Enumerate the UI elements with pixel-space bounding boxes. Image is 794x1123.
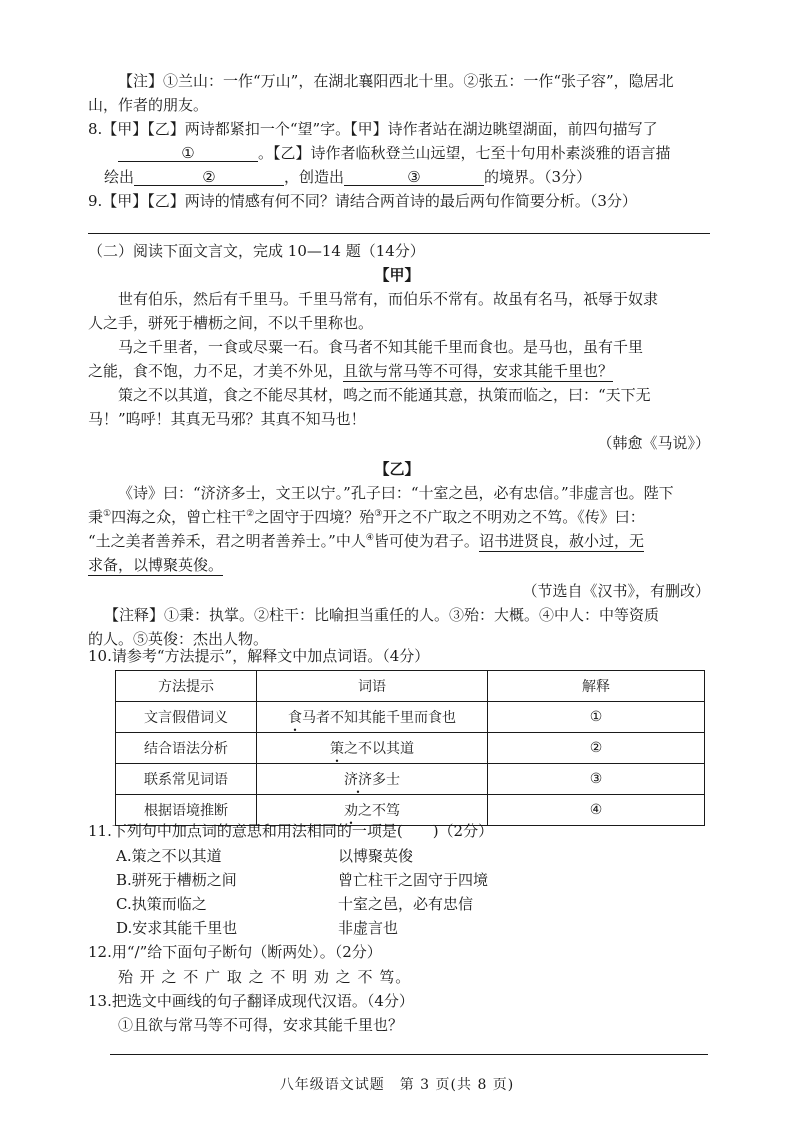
q8-line-3 [104, 166, 591, 188]
phrase-rest: 之不笃 [358, 803, 400, 819]
section-2-heading: （二）阅读下面文言文，完成 10—14 题（14分） [88, 242, 425, 260]
q8-line-3-mid: ，创造出 [284, 168, 345, 186]
answer-cell[interactable]: ① [488, 702, 705, 733]
q11-option-b-right: 曾亡柱干之固守于四境 [338, 871, 489, 889]
q8-line-1: 8.【甲】【乙】两诗都紧扣一个“望”字。【甲】诗作者站在湖边眺望湖面，前四句描写了 [88, 120, 658, 138]
yi-underlined-sentence-part2: 求备，以博聚英俊。 [88, 556, 224, 574]
method-cell: 文言假借词义 [116, 702, 257, 733]
yi-l2-d: 开之不广取之不明劝之不笃。《传》曰： [382, 508, 645, 526]
annotation-line-1: 【注释】①秉：执掌。②柱干：比喻担当重任的人。③殆：大概。④中人：中等资质 [104, 606, 660, 624]
q9-answer-line[interactable] [88, 233, 710, 234]
table-row [116, 702, 705, 733]
jia-p2-l2 [88, 360, 613, 382]
q11-option-d-right: 非虚言也 [338, 919, 399, 937]
yi-line-3 [88, 530, 644, 552]
q8-line-3-head: 绘出 [104, 168, 135, 186]
yi-line-2 [88, 506, 645, 528]
phrase-cell [257, 702, 488, 733]
q11-option-c-left[interactable]: C.执策而临之 [116, 895, 207, 913]
footnote-3-marker: ③ [374, 509, 383, 519]
jia-p1-l1: 世有伯乐，然后有千里马。千里马常有，而伯乐不常有。故虽有名马，祇辱于奴隶 [118, 290, 659, 308]
yi-line-4 [88, 554, 223, 576]
table-row [116, 733, 705, 764]
phrase-rest: 马者不知其能千里而食也 [302, 710, 456, 726]
phrase-rest: 多士 [372, 772, 400, 788]
jia-underlined-sentence: 且欲与常马等不可得，安求其能千里也？ [343, 362, 614, 380]
q11-option-c-right: 十室之邑，必有忠信 [338, 895, 474, 913]
page-footer: 八年级语文试题 第 3 页(共 8 页) [279, 1077, 515, 1093]
jia-p3-l1: 策之不以其道，食之不能尽其材，鸣之而不能通其意，执策而临之，曰：“天下无 [118, 386, 651, 404]
yi-source: （节选自《汉书》，有删改） [522, 582, 710, 600]
q8-line-3-tail: 的境界。（3分） [484, 168, 592, 186]
header-method: 方法提示 [116, 671, 257, 702]
phrase-rest: 之不以其道 [344, 741, 414, 757]
q8-blank-2[interactable]: ② [134, 167, 284, 186]
q8-line-2 [118, 142, 671, 164]
answer-cell[interactable]: ④ [488, 795, 705, 826]
q11-option-b-left[interactable]: B.骈死于槽枥之间 [116, 871, 237, 889]
q11-option-a-left[interactable]: A.策之不以其道 [116, 847, 222, 865]
method-cell: 联系常见词语 [116, 764, 257, 795]
jia-p1-l2: 人之手，骈死于槽枥之间，不以千里称也。 [88, 314, 374, 332]
q13-answer-line[interactable] [110, 1054, 708, 1055]
yi-l2-c: 之固守于四境？殆 [254, 508, 375, 526]
jia-p2-l2-a: 之能，食不饱，力不足，才美不外见， [88, 362, 344, 380]
q13-prompt: 13.把选文中画线的句子翻译成现代汉语。（4分） [88, 992, 414, 1010]
jia-title: 【甲】 [374, 266, 420, 284]
yi-l2-b: 四海之众，曾亡柱干 [111, 508, 247, 526]
answer-cell[interactable]: ③ [488, 764, 705, 795]
q11-option-a-right: 以博聚英俊 [338, 847, 414, 865]
annotation-line-2: 的人。⑤英俊：杰出人物。 [88, 630, 269, 648]
q10-table [115, 670, 705, 826]
footnote-4-marker: ④ [365, 533, 374, 543]
header-phrase: 词语 [257, 671, 488, 702]
q12-sentence[interactable]: 殆 开 之 不 广 取 之 不 明 劝 之 不 笃。 [118, 968, 412, 986]
note-line-2: 山，作者的朋友。 [88, 96, 209, 114]
yi-title: 【乙】 [374, 460, 420, 478]
header-answer: 解释 [488, 671, 705, 702]
jia-source: （韩愈《马说》） [597, 434, 710, 452]
yi-l3-b: 皆可使为君子。 [373, 532, 479, 550]
dotted-word: 食 [288, 710, 302, 726]
footnote-2-marker: ② [246, 509, 255, 519]
table-header-row [116, 671, 705, 702]
q8-blank-1[interactable]: ① [118, 143, 258, 162]
yi-underlined-sentence-part1: 诏书进贤良，赦小过，无 [478, 532, 644, 550]
q9-prompt: 9.【甲】【乙】两诗的情感有何不同？请结合两首诗的最后两句作简要分析。（3分） [88, 192, 637, 210]
q11-prompt: 11.下列句中加点词的意思和用法相同的一项是( )（2分） [88, 822, 494, 840]
yi-l2-a: 秉 [88, 508, 104, 526]
q8-line-2-tail: 。【乙】诗作者临秋登兰山远望，七至十句用朴素淡雅的语言描 [258, 144, 671, 162]
table-row [116, 764, 705, 795]
dotted-word: 劝 [344, 803, 358, 819]
dotted-word: 济济 [344, 772, 372, 788]
q8-blank-3[interactable]: ③ [344, 167, 484, 186]
yi-line-1: 《诗》曰：“济济多士，文王以宁。”孔子曰：“十室之邑，必有忠信。”非虚言也。陛下 [118, 484, 674, 502]
q13-item-1: ①且欲与常马等不可得，安求其能千里也？ [118, 1016, 404, 1034]
jia-p2-l1: 马之千里者，一食或尽粟一石。食马者不知其能千里而食也。是马也，虽有千里 [118, 338, 644, 356]
answer-cell[interactable]: ② [488, 733, 705, 764]
dotted-word: 策 [330, 741, 344, 757]
footnote-1-marker: ① [103, 509, 112, 519]
method-cell: 根据语境推断 [116, 795, 257, 826]
method-cell: 结合语法分析 [116, 733, 257, 764]
q10-prompt: 10.请参考“方法提示”，解释文中加点词语。（4分） [88, 647, 430, 665]
q11-option-d-left[interactable]: D.安求其能千里也 [116, 919, 238, 937]
phrase-cell [257, 764, 488, 795]
phrase-cell [257, 733, 488, 764]
note-line-1: 【注】①兰山：一作“万山”，在湖北襄阳西北十里。②张五：一作“张子容”，隐居北 [118, 72, 674, 90]
q12-prompt: 12.用“/”给下面句子断句（断两处）。（2分） [88, 943, 382, 961]
jia-p3-l2: 马！”呜呼！其真无马邪？其真不知马也！ [88, 410, 366, 428]
yi-l3-a: “土之美者善养禾，君之明者善养士。”中人 [88, 532, 366, 550]
